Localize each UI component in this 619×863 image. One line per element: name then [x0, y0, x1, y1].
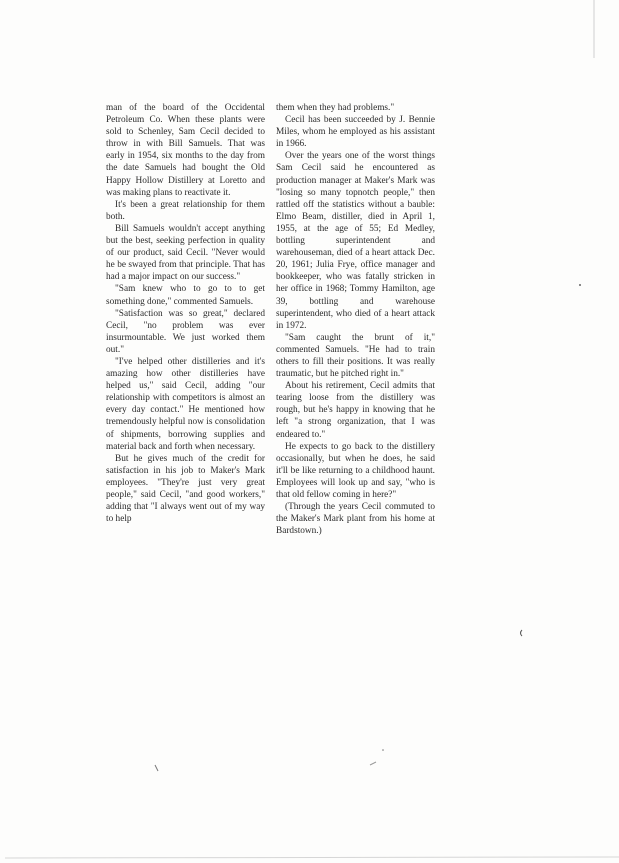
paragraph: It's been a great relationship for them both.: [106, 199, 265, 222]
paragraph: He expects to go back to the distillery occasionally, but when he does, he said it'll be like returning to a childhood haunt. Employees will look up and say, "who is that old fellow coming in here?": [276, 441, 435, 500]
paragraph: man of the board of the Occidental Petroleum Co. When these plants were sold to Schenley, Sam Cecil decided to throw in with Bill Samuels. That was early in 1954, six months to the day from the date Samuels had bought the Old Happy Hollow Distillery at Loretto and was making plans to reactivate it.: [106, 103, 265, 198]
paragraph: But he gives much of the credit for satisfaction in his job to Maker's Mark employees. "They're just very great people," said Cecil, "and good workers," adding that "I always went out of my way to help: [106, 453, 265, 525]
paragraph: About his retirement, Cecil admits that tearing loose from the distillery was rough, but he's happy in knowing that he left "a strong organization, that I was endeared to.": [276, 381, 435, 440]
paragraph: "Sam knew who to go to to get something done," commented Samuels.: [106, 284, 265, 307]
paragraph: "Satisfaction was so great," declared Cecil, "no problem was ever insurmountable. We just worked them out.": [106, 308, 265, 355]
scan-speck: [579, 284, 581, 286]
paragraph: Bill Samuels wouldn't accept anything but the best, seeking perfection in quality of our product, said Cecil. "Never would he be swayed from that principle. That has had a major impact on our success.": [106, 223, 265, 283]
scan-edge-mark: [5, 857, 619, 858]
paragraph: (Through the years Cecil commuted to the Maker's Mark plant from his home at Bardstown.): [276, 502, 435, 537]
paragraph: them when they had problems.": [276, 103, 395, 113]
scan-speck: [155, 765, 158, 771]
scan-speck: [382, 749, 384, 751]
paragraph: Cecil has been succeeded by J. Bennie Miles, whom he employed as his assistant in 1966.: [276, 115, 435, 150]
paragraph: "I've helped other distilleries and it's amazing how other distilleries have helped us," said Cecil, adding "our relationship with competitors is almost an every day contact." He mentioned how tremendously helpful now is consolidation of shipments, borrowing supplies and material back and forth when necessary.: [106, 356, 265, 452]
right-column: [276, 102, 435, 537]
scan-speck: [370, 762, 376, 765]
paragraph: "Sam caught the brunt of it," commented Samuels. "He had to train others to fill their positions. It was really traumatic, but he pitched right in.": [276, 332, 435, 380]
scan-speck: [521, 630, 523, 636]
left-column: [106, 102, 265, 525]
paragraph: Over the years one of the worst things Sam Cecil said he encountered as production manager at Maker's Mark was "losing so many topnotch people," then rattled off the statistics without a bauble: Elmo Beam, distiller, died in April 1, 1955, at the age of 55; Ed Medley, bottling superintendent and warehouseman, died of a heart attack Dec. 20, 1961; Julia Frye, office manager and bookkeeper, who was fatally stricken in her office in 1968; Tommy Hamilton, age 39, bottling and warehouse superintendent, who died of a heart attack in 1972.: [276, 151, 435, 331]
